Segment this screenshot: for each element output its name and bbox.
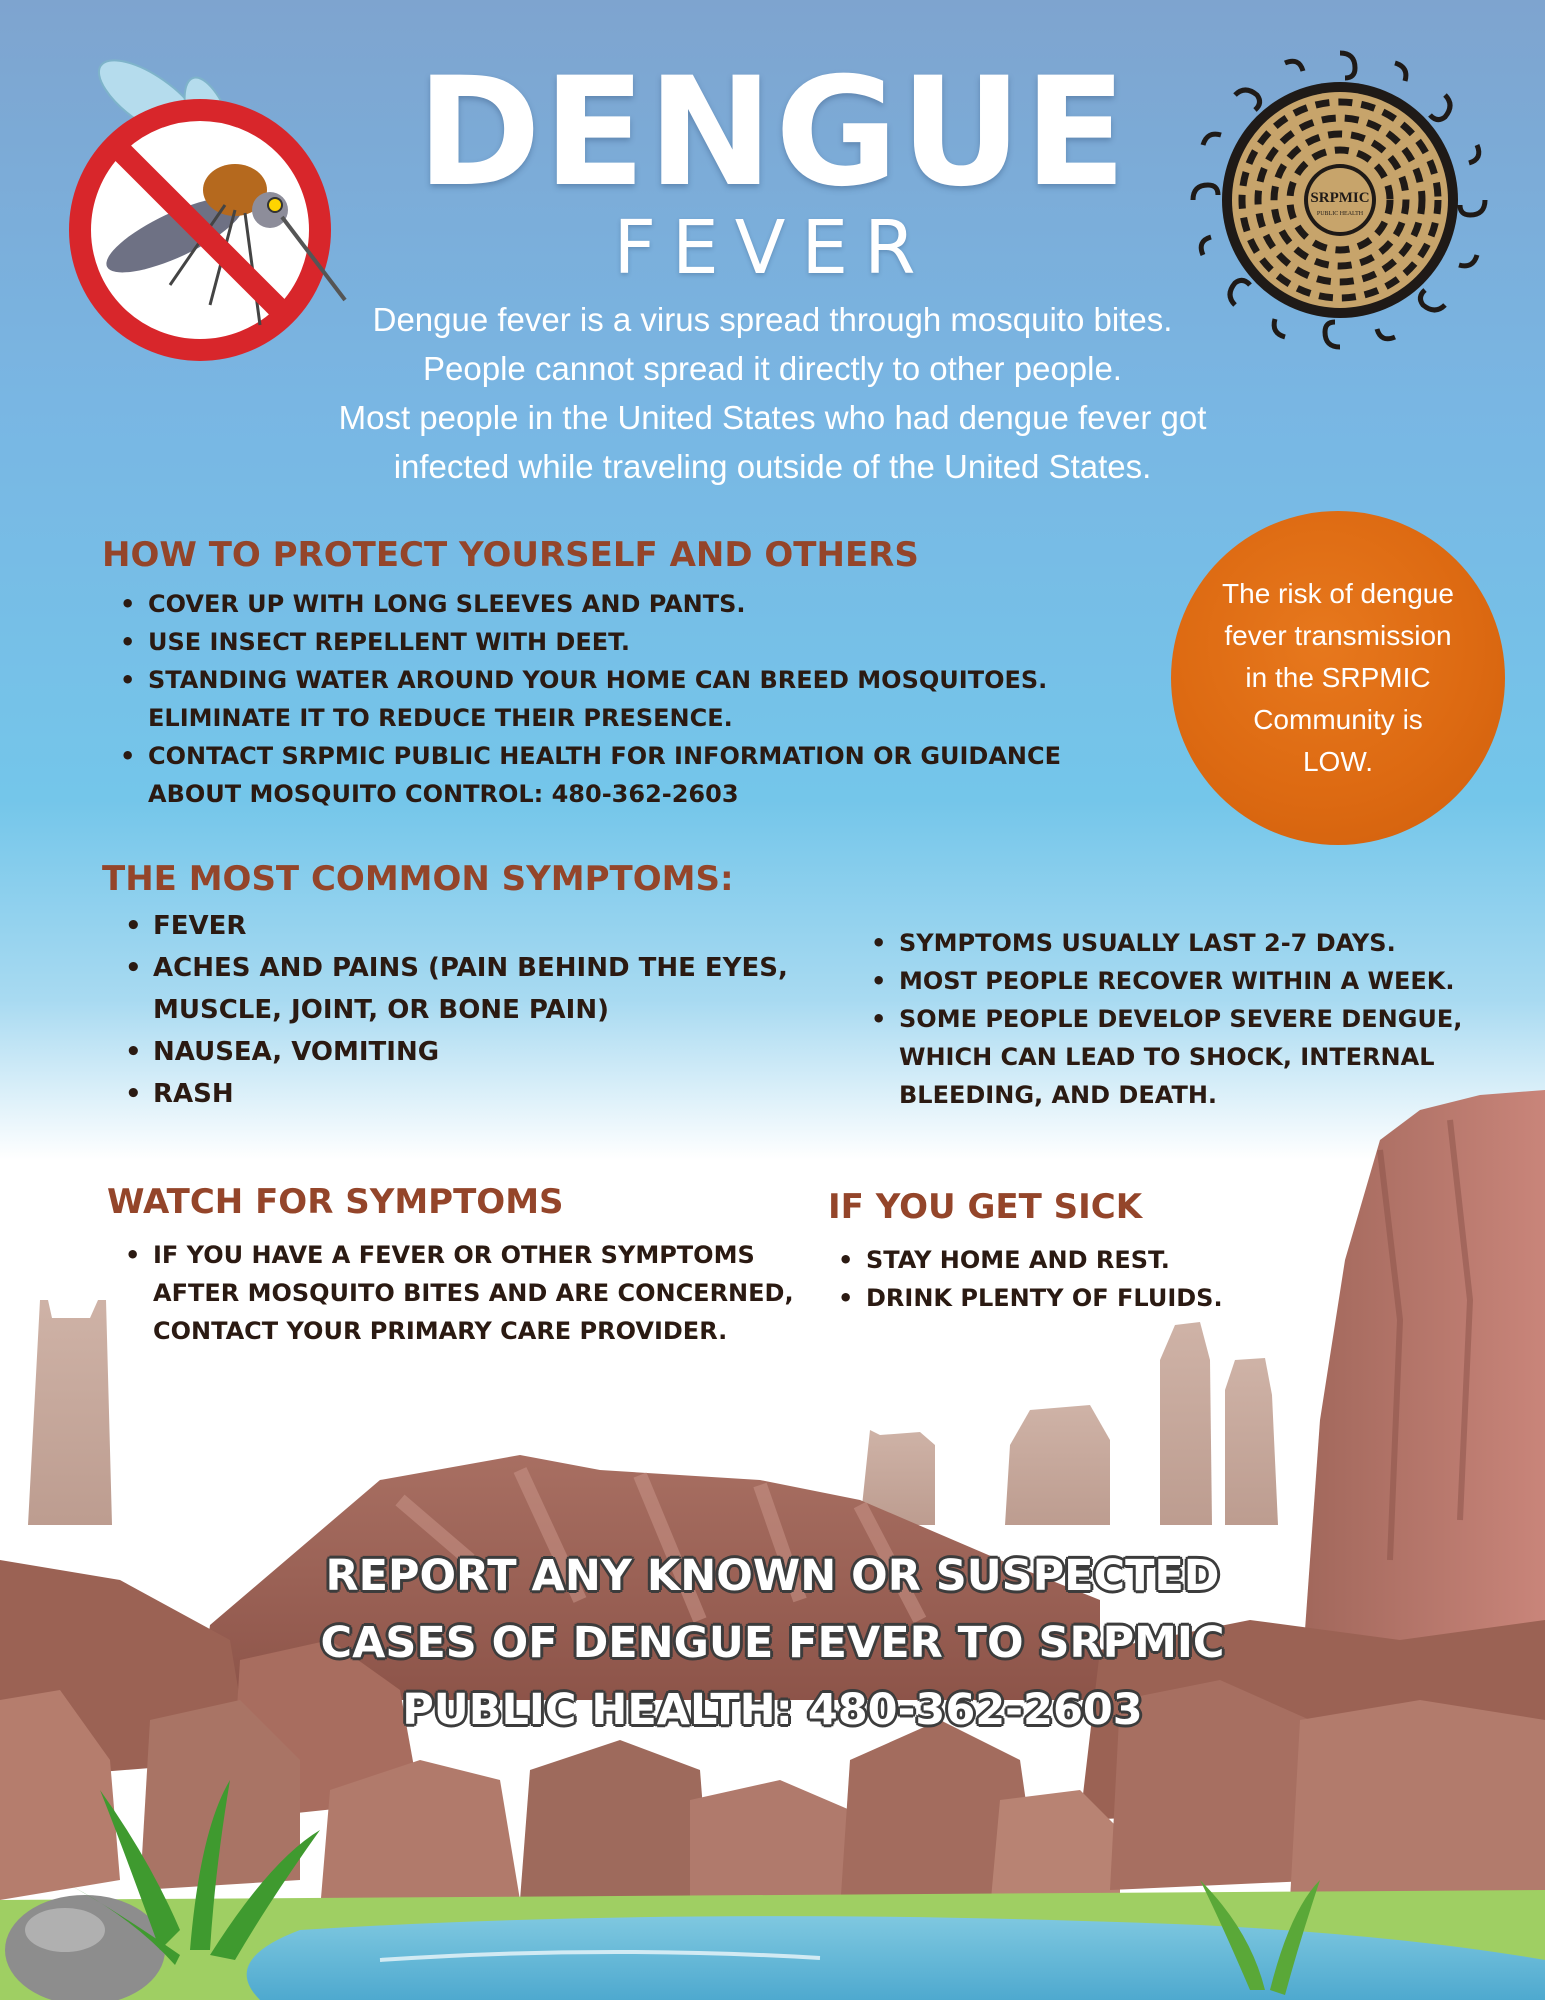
watch-list (117, 1236, 817, 1350)
protect-heading: HOW TO PROTECT YOURSELF AND OTHERS (102, 535, 919, 575)
report-callout (0, 1543, 1545, 1744)
intro-line: infected while traveling outside of the United States. (393, 448, 1152, 485)
intro-paragraph (230, 295, 1315, 491)
symptoms-heading: THE MOST COMMON SYMPTOMS: (102, 859, 734, 899)
list-item: • IF YOU HAVE A FEVER OR OTHER SYMPTOMS AFTER MOSQUITO BITES AND ARE CONCERNED, CONTACT YOUR PRIMARY CARE PROVIDER. (117, 1236, 817, 1350)
logo-name: SRPMIC (1310, 190, 1370, 206)
list-item: • USE INSECT REPELLENT WITH DEET. (112, 623, 1132, 661)
page-subtitle: FEVER (613, 205, 932, 291)
protect-list (112, 585, 1132, 813)
logo-subtitle: PUBLIC HEALTH (1316, 211, 1364, 217)
sick-heading: IF YOU GET SICK (828, 1187, 1143, 1227)
list-item: • STAY HOME AND REST. (830, 1241, 1390, 1279)
intro-line: Dengue fever is a virus spread through mosquito bites. (372, 301, 1173, 338)
list-item: • SOME PEOPLE DEVELOP SEVERE DENGUE, WHICH CAN LEAD TO SHOCK, INTERNAL BLEEDING, AND DEATH. (863, 1000, 1503, 1114)
list-item: • CONTACT SRPMIC PUBLIC HEALTH FOR INFORMATION OR GUIDANCE ABOUT MOSQUITO CONTROL: 480-362-2603 (112, 737, 1132, 813)
list-item: • DRINK PLENTY OF FLUIDS. (830, 1279, 1390, 1317)
intro-line: Most people in the United States who had dengue fever got (338, 399, 1207, 436)
list-item: • SYMPTOMS USUALLY LAST 2-7 DAYS. (863, 924, 1503, 962)
list-item: • ACHES AND PAINS (PAIN BEHIND THE EYES, MUSCLE, JOINT, OR BONE PAIN) (117, 947, 827, 1031)
report-line: CASES OF DENGUE FEVER TO SRPMIC (320, 1618, 1225, 1668)
intro-line: People cannot spread it directly to other people. (423, 350, 1122, 387)
risk-badge (1171, 511, 1505, 845)
symptoms-notes (863, 924, 1503, 1114)
report-line: PUBLIC HEALTH: 480-362-2603 (402, 1685, 1143, 1735)
list-item: • STANDING WATER AROUND YOUR HOME CAN BREED MOSQUITOES. ELIMINATE IT TO REDUCE THEIR PRESENCE. (112, 661, 1132, 737)
symptoms-list (117, 905, 827, 1115)
list-item: • FEVER (117, 905, 827, 947)
page-title: DENGUE (416, 46, 1129, 220)
list-item: • COVER UP WITH LONG SLEEVES AND PANTS. (112, 585, 1132, 623)
sick-list (830, 1241, 1390, 1317)
list-item: • MOST PEOPLE RECOVER WITHIN A WEEK. (863, 962, 1503, 1000)
watch-heading: WATCH FOR SYMPTOMS (107, 1182, 564, 1222)
risk-text: The risk of dengue fever transmission in the SRPMIC Community is LOW. (1222, 578, 1454, 777)
list-item: • RASH (117, 1073, 827, 1115)
report-line: REPORT ANY KNOWN OR SUSPECTED (325, 1551, 1220, 1601)
list-item: • NAUSEA, VOMITING (117, 1031, 827, 1073)
